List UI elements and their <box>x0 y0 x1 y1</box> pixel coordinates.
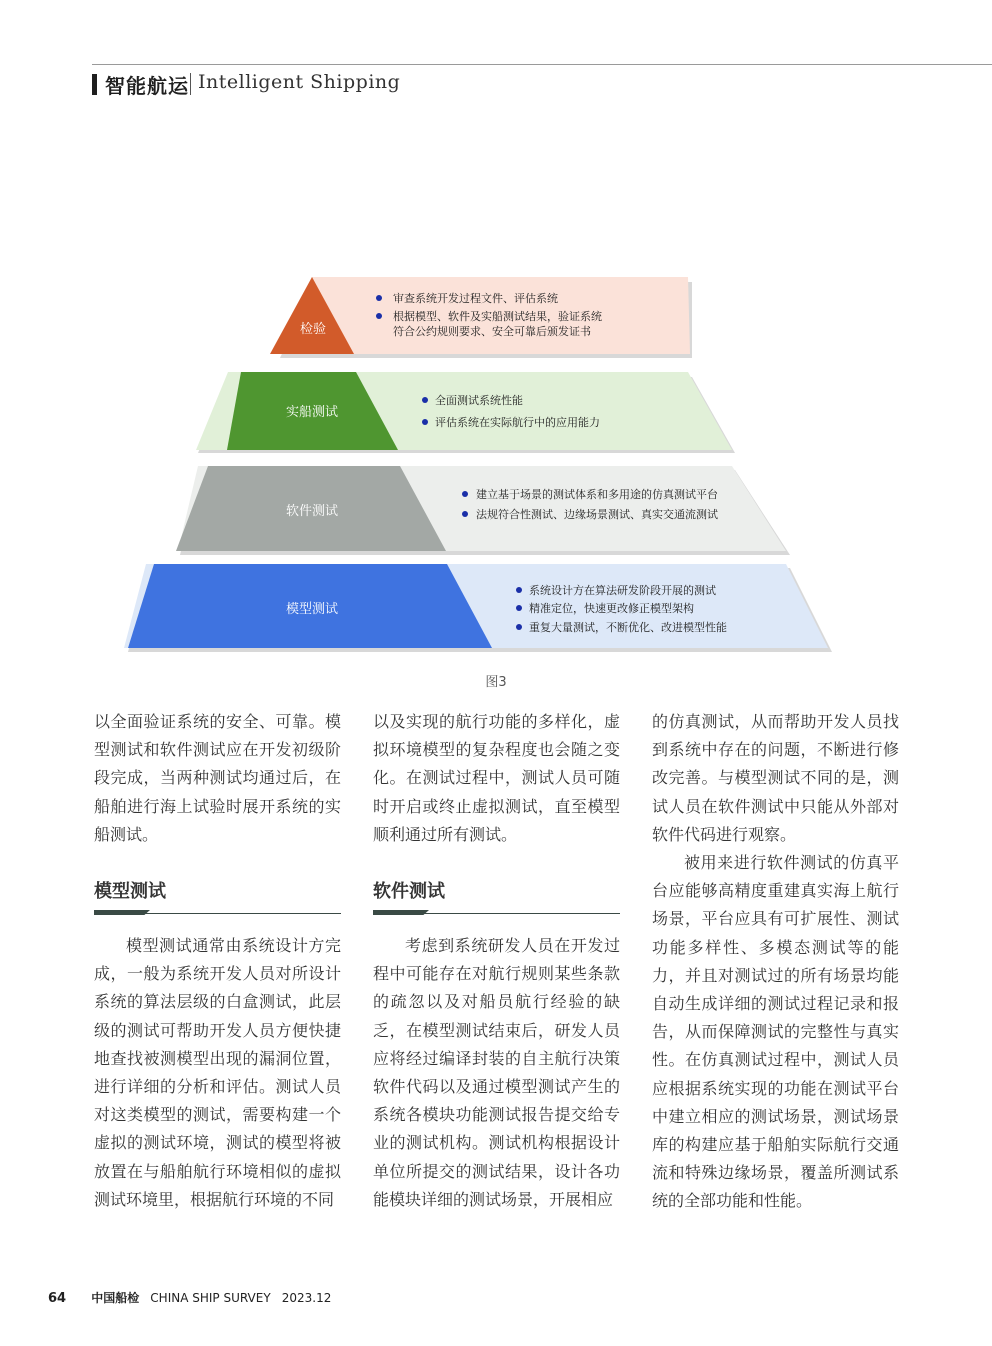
tier-4-bullet-dot <box>516 587 522 593</box>
header-rule <box>92 64 992 65</box>
tier-3-bullet-dot <box>462 491 468 497</box>
page-footer <box>48 1287 331 1306</box>
tier-1-bullet-dot <box>376 313 382 319</box>
section-heading-rule <box>94 910 341 915</box>
tier-4-bullet-text: 精准定位，快速更改修正模型架构 <box>529 602 694 615</box>
tier-4-label: 模型测试 <box>285 602 339 617</box>
tier-3-bullet-dot <box>462 511 468 517</box>
text-column-2 <box>373 708 620 1214</box>
tier-1-bullet-dot <box>376 295 382 301</box>
section-heading-rule <box>373 910 620 915</box>
text-column-1 <box>94 708 341 1214</box>
tier-2-label: 实船测试 <box>285 405 339 420</box>
pyramid-figure <box>120 270 860 660</box>
tier-4-bullet-dot <box>516 624 522 630</box>
tier-1-label: 检验 <box>299 322 327 337</box>
figure-caption: 图3 <box>485 675 507 690</box>
tier-1-bullet-text: 根据模型、软件及实船测试结果，验证系统 <box>393 310 602 323</box>
paragraph: 以全面验证系统的安全、可靠。模型测试和软件测试应在开发初级阶段完成，当两种测试均通过后，在船舶进行海上试验时展开系统的实船测试。 <box>94 712 341 844</box>
tier-4-bullet-dot <box>516 605 522 611</box>
magazine-name: 中国船检 <box>91 1291 140 1305</box>
section-title: 智能航运 <box>105 74 189 98</box>
section-title-separator <box>190 73 191 95</box>
tier-1-bullet-text: 符合公约规则要求、安全可靠后颁发证书 <box>393 325 591 338</box>
tier-1-bullet-text: 审查系统开发过程文件、评估系统 <box>393 292 558 305</box>
section-title-en: Intelligent Shipping <box>198 71 401 93</box>
tier-3-bullet-text: 建立基于场景的测试体系和多用途的仿真测试平台 <box>476 488 718 501</box>
tier-4-bullet-text: 系统设计方在算法研发阶段开展的测试 <box>529 584 716 597</box>
paragraph: 的仿真测试，从而帮助开发人员找到系统中存在的问题，不断进行修改完善。与模型测试不同的是，测试人员在软件测试中只能从外部对软件代码进行观察。 <box>652 712 899 844</box>
paragraph: 考虑到系统研发人员在开发过程中可能存在对航行规则某些条款的疏忽以及对船员航行经验的缺乏，在模型测试结束后，研发人员应将经过编译封装的自主航行决策软件代码以及通过模型测试产生的系统各模块功能测试报告提交给专业的测试机构。测试机构根据设计单位所提交的测试结果，设计各功能模块详细的测试场景，开展相应 <box>373 936 620 1209</box>
tier-2-bullet-text: 全面测试系统性能 <box>435 394 523 407</box>
paragraph: 以及实现的航行功能的多样化，虚拟环境模型的复杂程度也会随之变化。在测试过程中，测试人员可随时开启或终止虚拟测试，直至模型顺利通过所有测试。 <box>373 712 620 844</box>
tier-2-bullet-dot <box>422 397 428 403</box>
section-marker-bar <box>92 74 97 95</box>
page-number: 64 <box>48 1291 67 1306</box>
tier-3-bullet-text: 法规符合性测试、边缘场景测试、真实交通流测试 <box>476 508 718 521</box>
section-heading-model-testing: 模型测试 <box>94 881 166 903</box>
section-heading-software-testing: 软件测试 <box>373 881 445 903</box>
text-column-3 <box>652 708 899 1216</box>
paragraph: 被用来进行软件测试的仿真平台应能够高精度重建真实海上航行场景，平台应具有可扩展性、测试功能多样性、多模态测试等的能力，并且对测试过的所有场景均能自动生成详细的测试过程记录和报告，从而保障测试的完整性与真实性。在仿真测试过程中，测试人员应根据系统实现的功能在测试平台中建立相应的测试场景，测试场景库的构建应基于船舶实际航行交通流和特殊边缘场景，覆盖所测试系统的全部功能和性能。 <box>652 853 899 1211</box>
magazine-name-en: CHINA SHIP SURVEY <box>150 1291 271 1305</box>
paragraph: 模型测试通常由系统设计方完成，一般为系统开发人员对所设计系统的算法层级的白盒测试，此层级的测试可帮助开发人员方便快捷地查找被测模型出现的漏洞位置，进行详细的分析和评估。测试人员对这类模型的测试，需要构建一个虚拟的测试环境，测试的模型将被放置在与船舶航行环境相似的虚拟测试环境里，根据航行环境的不同 <box>94 936 341 1209</box>
tier-2-bullet-text: 评估系统在实际航行中的应用能力 <box>435 416 600 429</box>
issue-date: 2023.12 <box>281 1291 332 1305</box>
pyramid-diagram <box>120 270 860 660</box>
tier-4-bullet-text: 重复大量测试，不断优化、改进模型性能 <box>529 621 727 634</box>
tier-2-bullet-dot <box>422 419 428 425</box>
tier-3-label: 软件测试 <box>285 504 339 519</box>
